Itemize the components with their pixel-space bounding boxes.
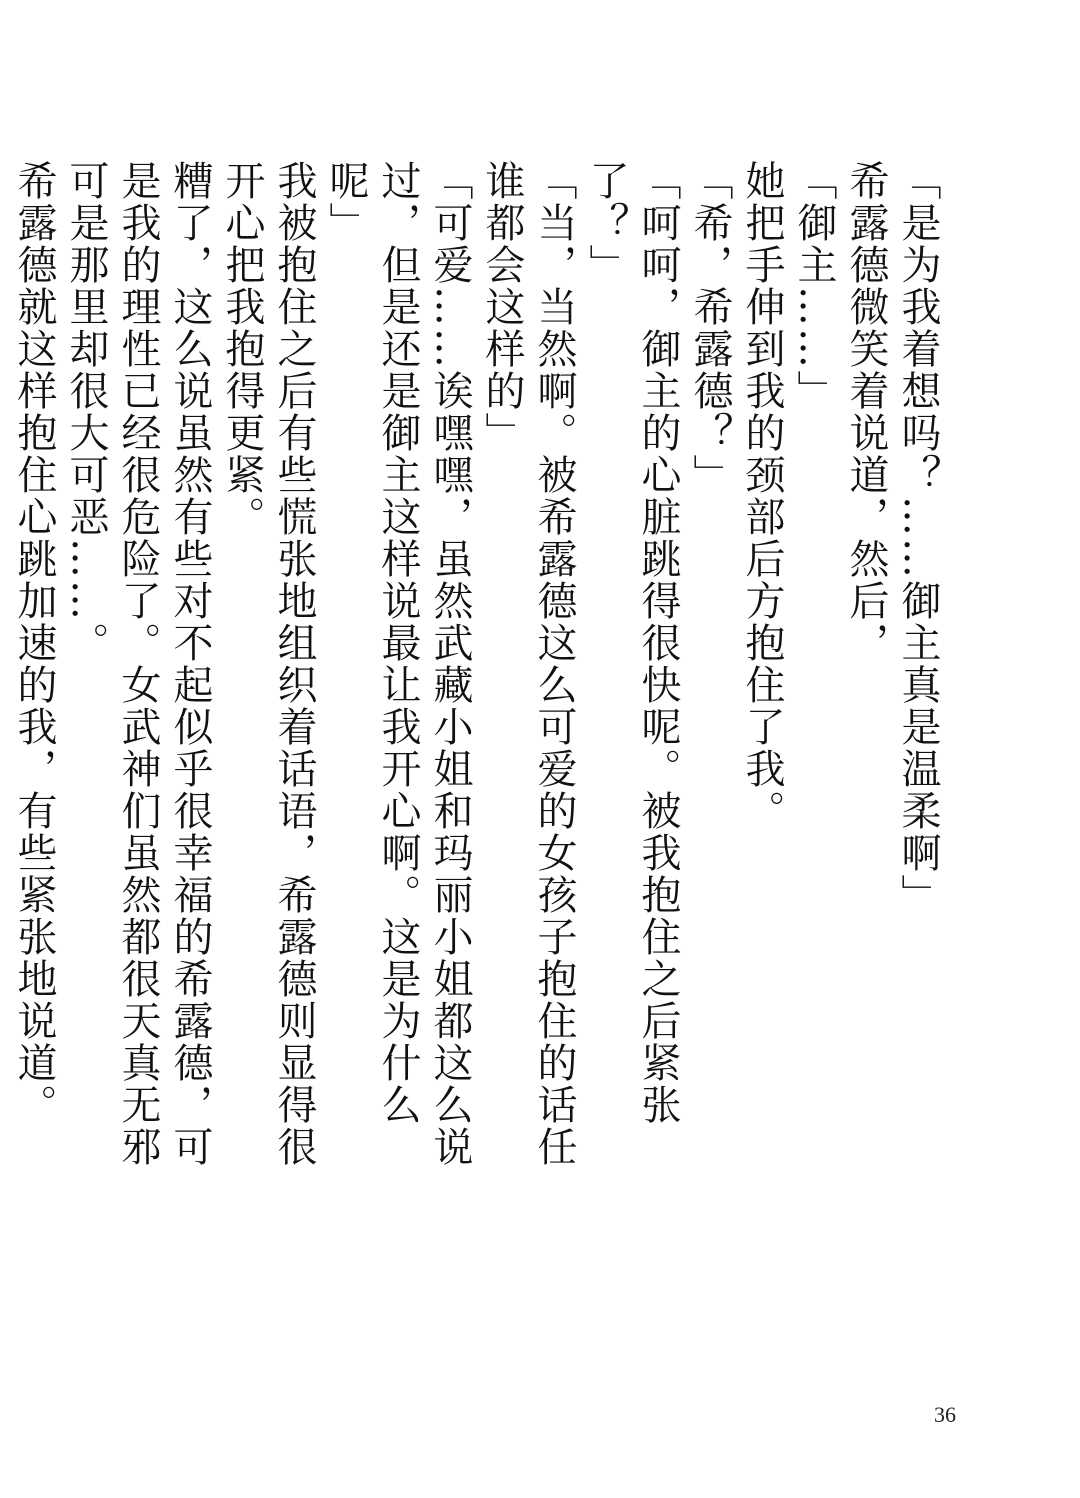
text-line: 希露德微笑着说道，然后， <box>843 160 889 664</box>
text-line: 「御主……」 <box>791 160 837 412</box>
text-line: 「呵呵，御主的心脏跳得很快呢。被我抱住之后紧张了？」 <box>583 160 681 1126</box>
text-line: 「可爱……诶嘿嘿，虽然武藏小姐和玛丽小姐都这么说过，但是还是御主这样说最让我开心啊。这是为什么呢」 <box>323 160 473 1168</box>
text-line: 她把手伸到我的颈部后方抱住了我。 <box>739 160 785 832</box>
text-line: 我被抱住之后有些慌张地组织着话语，希露德则显得很开心把我抱得更紧。 <box>219 160 317 1168</box>
text-line: 希露德就这样抱住心跳加速的我，有些紧张地说道。 <box>11 160 57 1126</box>
text-line: 「当，当然啊。被希露德这么可爱的女孩子抱住的话任谁都会这样的」 <box>479 160 577 1168</box>
text-line: 「是为我着想吗？……御主真是温柔啊」 <box>895 160 941 916</box>
text-line: 「希，希露德？」 <box>687 160 733 496</box>
page-number: 36 <box>934 1402 956 1427</box>
vertical-text-body <box>8 160 944 1170</box>
text-line: 糟了，这么说虽然有些对不起似乎很幸福的希露德，可是我的理性已经很危险了。女武神们虽然都很天真无邪可是那里却很大可恶……。 <box>63 160 213 1168</box>
